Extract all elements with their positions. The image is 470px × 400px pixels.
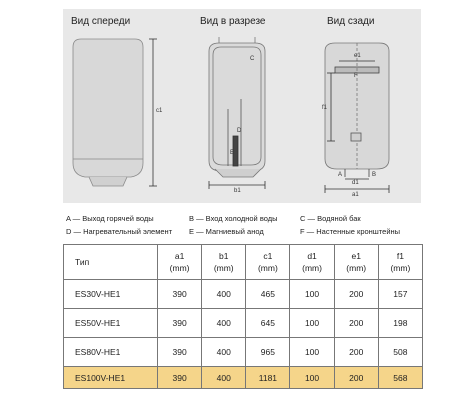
header-e1: e1 (mm) [334,245,378,280]
value-cell: 390 [158,280,202,309]
value-cell: 1181 [246,367,290,389]
header-d1: d1 (mm) [290,245,334,280]
dim-f1: f1 [322,105,328,111]
dim-b1: b1 [234,188,241,194]
dimensions-table [63,244,423,389]
value-cell: 568 [378,367,422,389]
header-a1: a1 (mm) [158,245,202,280]
table-header-row [64,245,423,280]
value-cell: 100 [290,280,334,309]
value-cell: 157 [378,280,422,309]
callout-c: C [250,56,255,62]
header-f1: f1 (mm) [378,245,422,280]
front-view-tank [73,39,157,186]
value-cell: 100 [290,309,334,338]
section-view-tank [209,37,265,189]
callout-d: D [237,128,242,134]
dim-d1: d1 [352,180,359,186]
dim-a1: a1 [352,192,359,198]
header-b1: b1 (mm) [202,245,246,280]
value-cell: 200 [334,280,378,309]
callout-a: A [338,172,343,178]
model-cell: ES30V-HE1 [64,280,158,309]
table-row-highlighted [64,367,423,389]
header-c1: c1 (mm) [246,245,290,280]
value-cell: 390 [158,338,202,367]
model-cell: ES50V-HE1 [64,309,158,338]
dim-e1: e1 [354,53,361,59]
value-cell: 400 [202,280,246,309]
dimension-drawing [63,9,421,203]
value-cell: 390 [158,309,202,338]
value-cell: 400 [202,338,246,367]
legend-f: F — Настенные кронштейны [300,227,401,236]
callout-f: F [354,73,358,79]
callout-e: E [230,150,235,156]
back-view-title: Вид сзади [327,16,375,27]
value-cell: 200 [334,367,378,389]
dim-c1: c1 [156,108,163,114]
value-cell: 465 [246,280,290,309]
value-cell: 390 [158,367,202,389]
table-row [64,309,423,338]
value-cell: 200 [334,309,378,338]
legend-e: E — Магниевый анод [189,227,264,236]
legend-c: C — Водяной бак [300,214,361,223]
table-row [64,280,423,309]
value-cell: 200 [334,338,378,367]
table-row [64,338,423,367]
value-cell: 400 [202,309,246,338]
section-view-title: Вид в разрезе [200,16,266,27]
value-cell: 400 [202,367,246,389]
value-cell: 645 [246,309,290,338]
value-cell: 100 [290,367,334,389]
value-cell: 100 [290,338,334,367]
legend-b: B — Вход холодной воды [189,214,278,223]
model-cell: ES80V-HE1 [64,338,158,367]
front-view-title: Вид спереди [71,16,131,27]
value-cell: 198 [378,309,422,338]
value-cell: 508 [378,338,422,367]
value-cell: 965 [246,338,290,367]
drawing-lines [63,9,421,203]
model-cell: ES100V-HE1 [64,367,158,389]
legend-a: A — Выход горячей воды [66,214,154,223]
callout-b: B [372,172,377,178]
header-type: Тип [64,245,158,280]
back-view-tank [325,43,389,193]
legend-d: D — Нагревательный элемент [66,227,173,236]
